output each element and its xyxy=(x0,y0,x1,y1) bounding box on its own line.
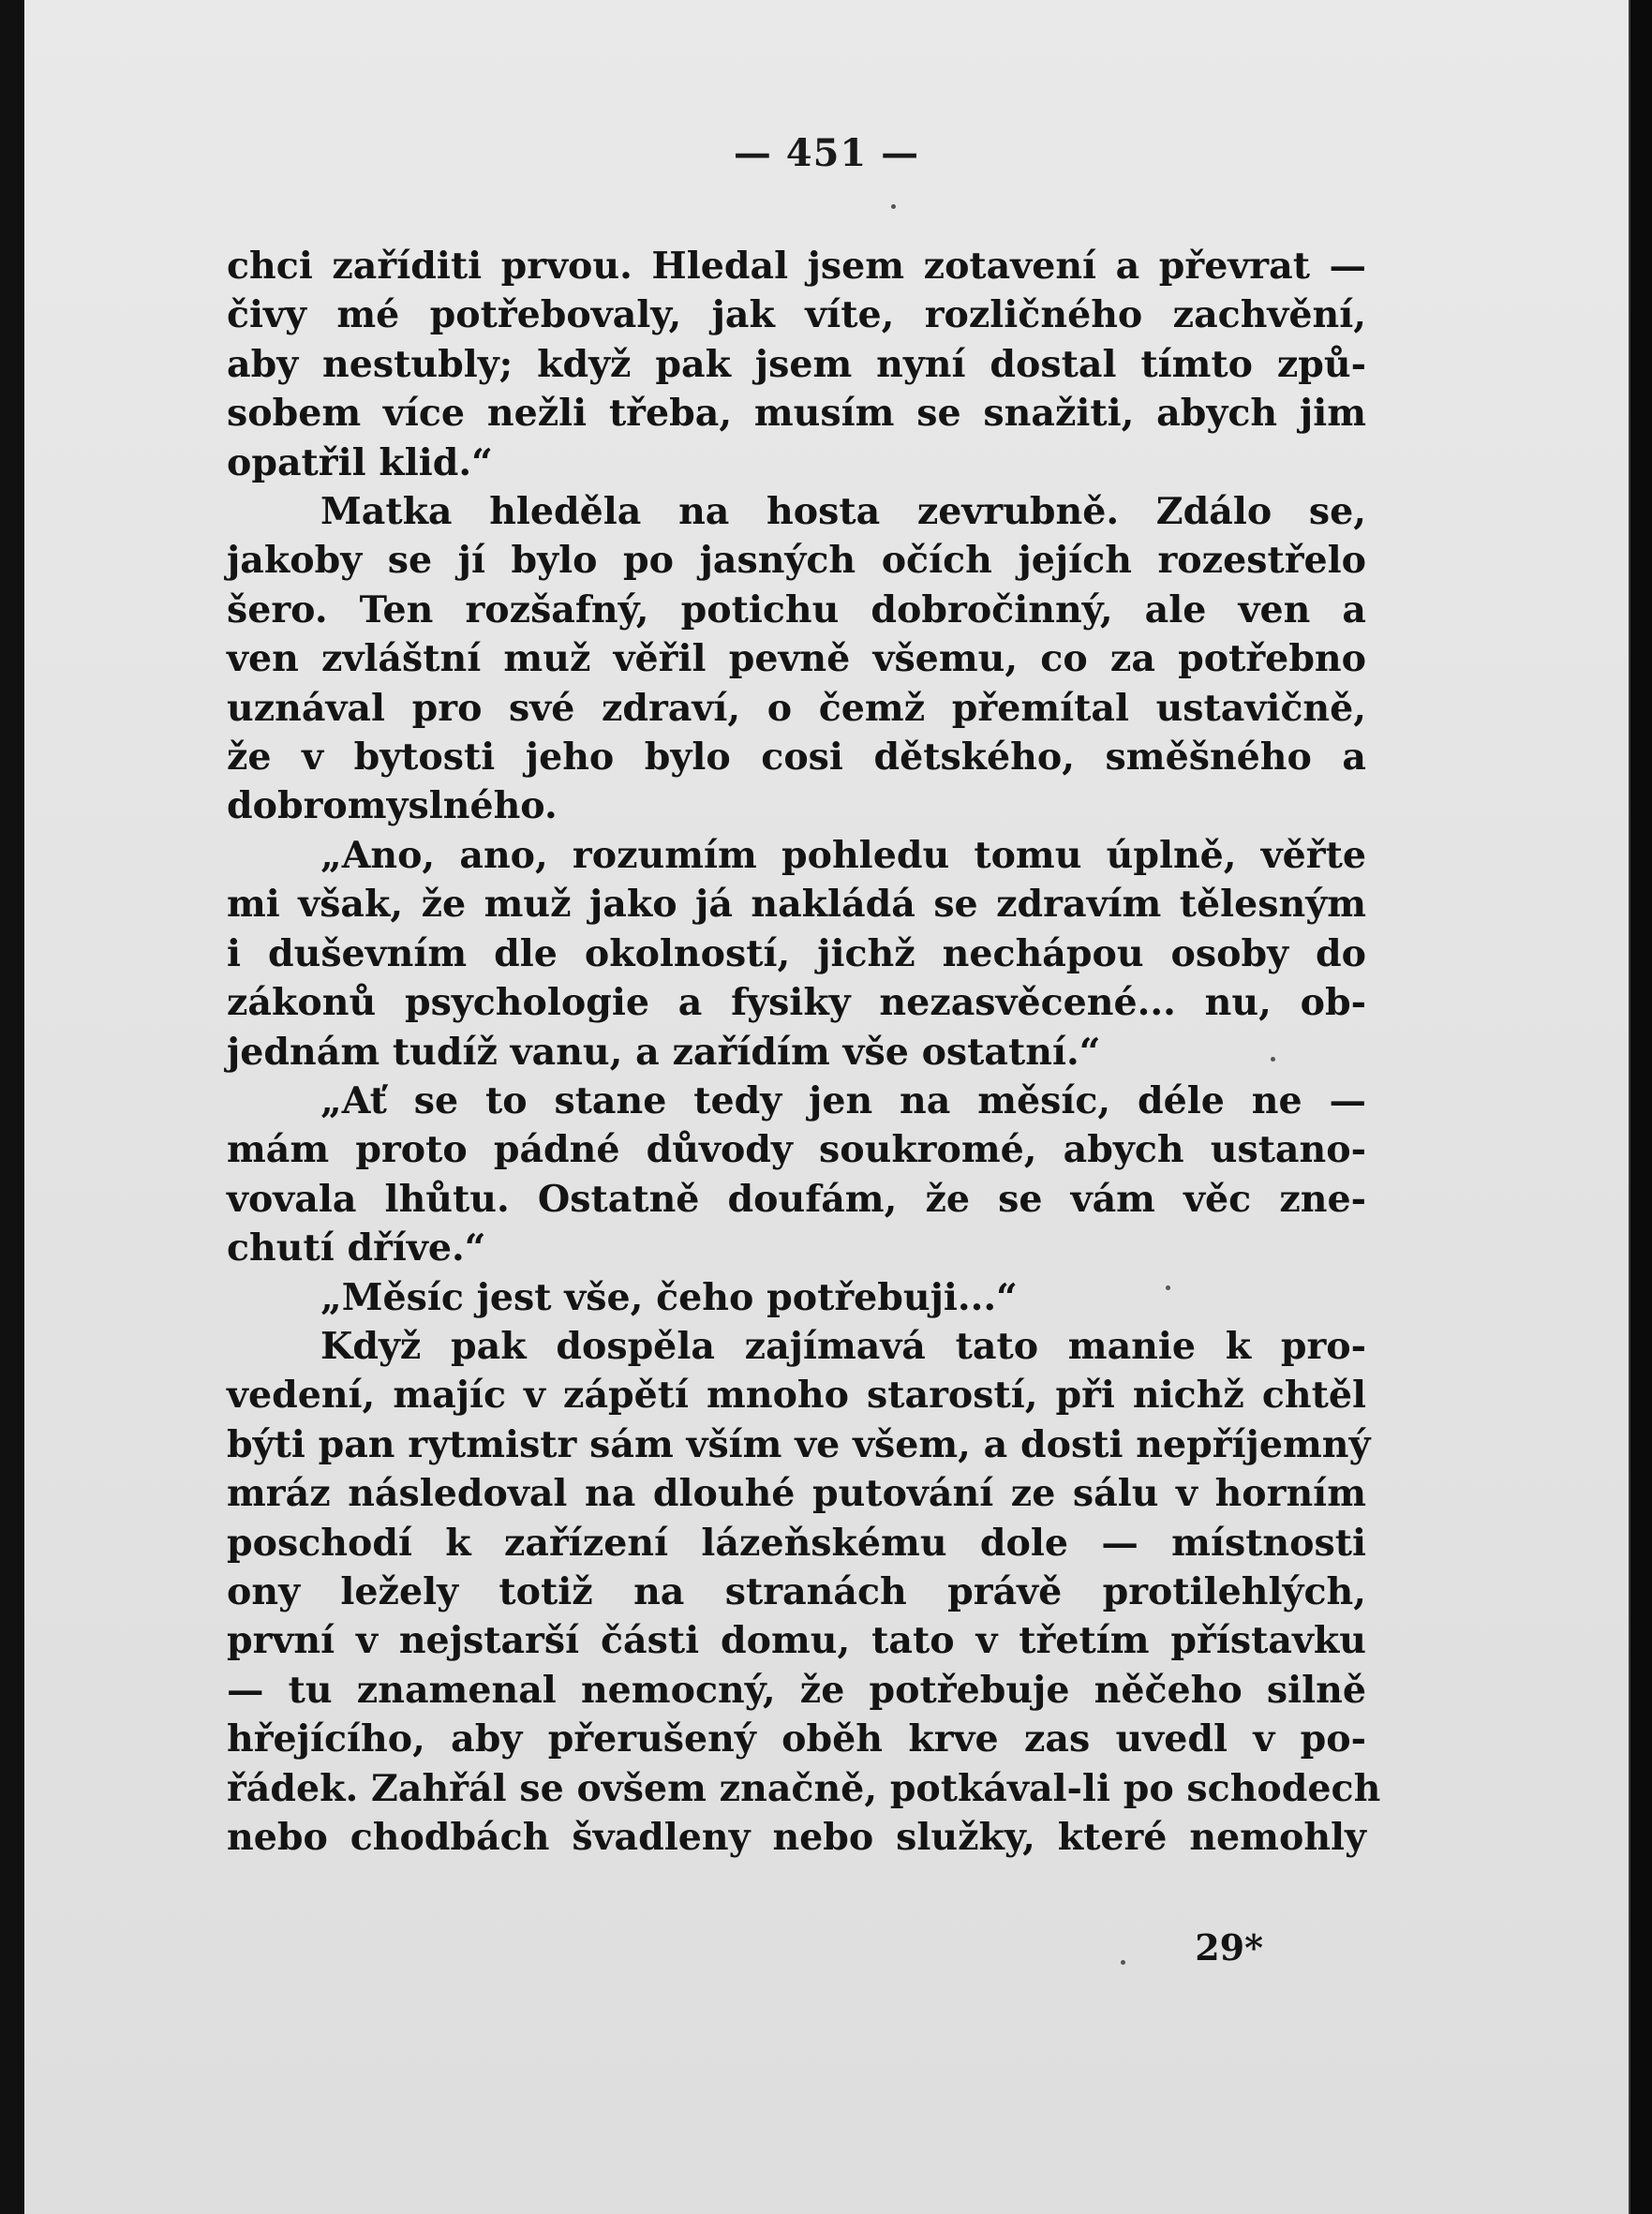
text-line: jakoby se jí bylo po jasných očích jejích rozestřelo xyxy=(227,539,1366,583)
paragraph-start: „Ano, ano, rozumím pohledu tomu úplně, věřte xyxy=(320,833,1366,877)
text-line: mráz následoval na dlouhé putování ze sálu v horním xyxy=(227,1472,1366,1516)
text-line: dobromyslného. xyxy=(227,784,558,828)
text-line: uznával pro své zdraví, o čemž přemítal ustavičně, xyxy=(227,686,1366,730)
text-line: sobem více nežli třeba, musím se snažiti, abych jim xyxy=(227,392,1366,436)
text-line: ony ležely totiž na stranách právě protilehlých, xyxy=(227,1569,1366,1613)
text-line: nebo chodbách švadleny nebo služky, které nemohly xyxy=(227,1816,1366,1859)
scan-left-edge xyxy=(0,0,24,2214)
text-line: chci zaříditi prvou. Hledal jsem zotavení a převrat — xyxy=(227,245,1366,288)
paragraph-start: Matka hleděla na hosta zevrubně. Zdálo se, xyxy=(320,490,1366,534)
text-line: vovala lhůtu. Ostatně doufám, že se vám věc zne- xyxy=(227,1177,1366,1221)
text-line: hřejícího, aby přerušený oběh krve zas uvedl v po- xyxy=(227,1717,1366,1761)
text-line: býti pan rytmistr sám vším ve všem, a dosti nepříjemný xyxy=(227,1422,1371,1466)
text-line: ven zvláštní muž věřil pevně všemu, co za potřebno xyxy=(227,637,1366,681)
text-line: první v nejstarší části domu, tato v třetím přístavku xyxy=(227,1619,1366,1663)
text-line: jednám tudíž vanu, a zařídím vše ostatní.“ xyxy=(227,1030,1101,1074)
text-line: aby nestubly; když pak jsem nyní dostal tímto způ- xyxy=(227,342,1366,386)
text-line: opatřil klid.“ xyxy=(227,440,493,484)
text-line: zákonů psychologie a fysiky nezasvěcené... nu, ob- xyxy=(227,981,1366,1025)
text-line: mi však, že muž jako já nakládá se zdravím tělesným xyxy=(227,883,1366,927)
text-line: mám proto pádné důvody soukromé, abych ustano- xyxy=(227,1128,1366,1172)
signature-mark: 29* xyxy=(1195,1926,1263,1969)
paragraph-start: „Měsíc jest vše, čeho potřebuji...“ xyxy=(320,1275,1018,1319)
scan-speck xyxy=(1271,1057,1275,1062)
scan-speck xyxy=(1121,1960,1125,1965)
paragraph-start: „Ať se to stane tedy jen na měsíc, déle ne — xyxy=(320,1078,1366,1122)
book-page xyxy=(24,0,1630,2214)
paragraph-start: Když pak dospěla zajímavá tato manie k pro- xyxy=(320,1324,1366,1368)
text-line: i duševním dle okolností, jichž nechápou osoby do xyxy=(227,931,1366,975)
text-line: chutí dříve.“ xyxy=(227,1226,486,1270)
body-text xyxy=(227,242,1381,1862)
text-line: — tu znamenal nemocný, že potřebuje něčeho silně xyxy=(227,1668,1366,1712)
text-line: šero. Ten rozšafný, potichu dobročinný, ale ven a xyxy=(227,587,1366,632)
text-line: poschodí k zařízení lázeňskému dole — místnosti xyxy=(227,1521,1366,1565)
text-line: že v bytosti jeho bylo cosi dětského, směšného a xyxy=(227,736,1366,780)
scan-speck xyxy=(1166,1285,1170,1290)
page-number: — 451 — xyxy=(733,131,920,175)
text-line: čivy mé potřebovaly, jak víte, rozličného zachvění, xyxy=(227,293,1366,337)
text-line: řádek. Zahřál se ovšem značně, potkával-li po schodech xyxy=(227,1766,1381,1810)
scan-speck xyxy=(891,204,896,209)
text-line: vedení, majíc v zápětí mnoho starostí, při nichž chtěl xyxy=(227,1374,1366,1418)
